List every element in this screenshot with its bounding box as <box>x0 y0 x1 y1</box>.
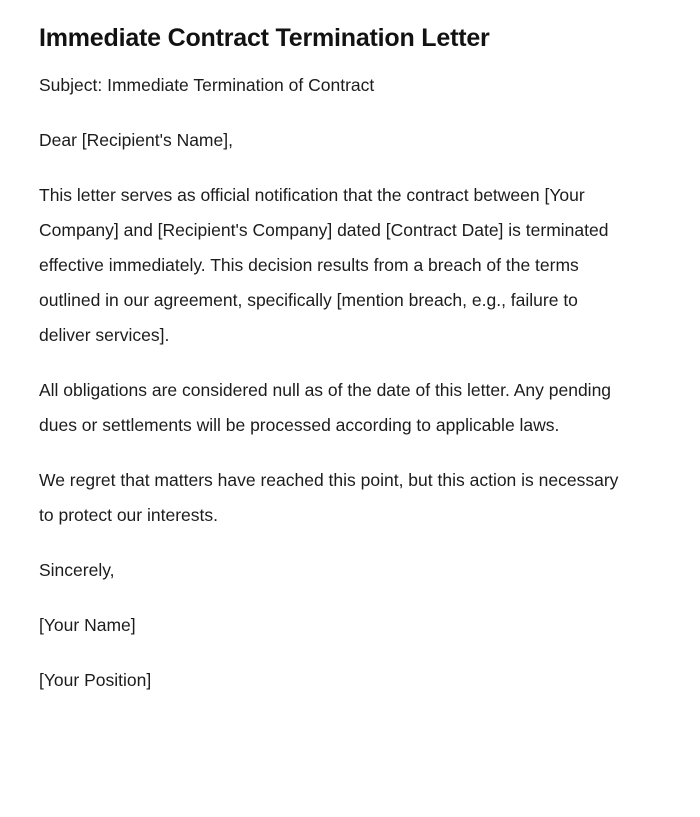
letter-body <box>39 68 628 698</box>
subject-line: Subject: Immediate Termination of Contract <box>39 75 375 95</box>
page-title: Immediate Contract Termination Letter <box>39 24 490 52</box>
regret-paragraph: We regret that matters have reached this point, but this action is necessary to protect our interests. <box>39 470 619 525</box>
obligations-paragraph: All obligations are considered null as of the date of this letter. Any pending dues or settlements will be processed according to applicable laws. <box>39 380 612 435</box>
signature-position: [Your Position] <box>39 670 152 690</box>
signature-name: [Your Name] <box>39 615 136 635</box>
salutation: Dear [Recipient's Name], <box>39 130 233 150</box>
closing: Sincerely, <box>39 560 115 580</box>
notification-paragraph: This letter serves as official notification that the contract between [Your Company] and [Recipient's Company] dated [Contract Date] is terminated effective immediately. This decision results from a breach of the terms outlined in our agreement, specifically [mention breach, e.g., failure to deliver services]. <box>39 185 609 345</box>
